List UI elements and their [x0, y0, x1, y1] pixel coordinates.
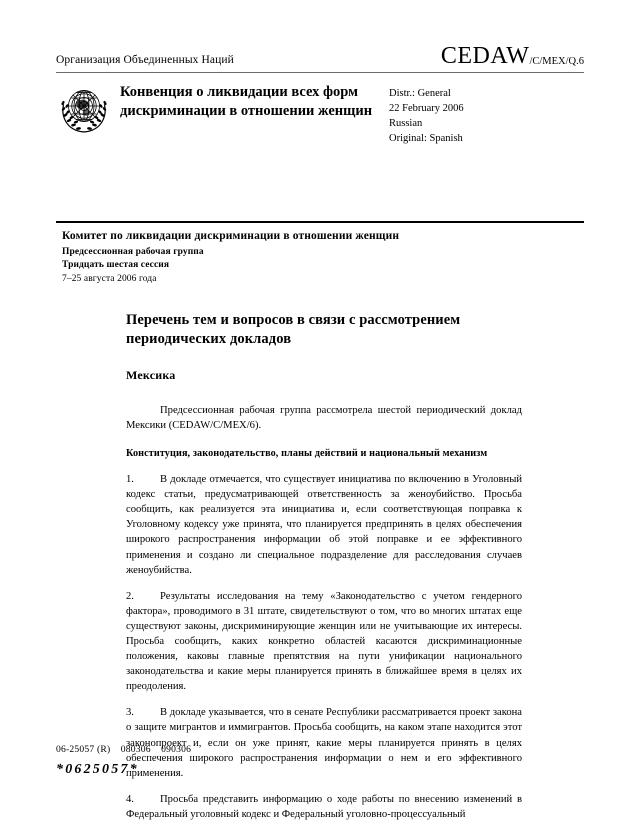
paragraph-number: 4. — [126, 793, 134, 805]
original-language: Original: Spanish — [389, 132, 463, 144]
paragraph-number: 2. — [126, 590, 134, 602]
document-date: 22 February 2006 — [389, 102, 464, 114]
intro-paragraph: Предсессионная рабочая группа рассмотрела шестой периодический доклад Мексики (CEDAW/C/MEX/6). — [126, 404, 522, 431]
paragraph-text: В докладе указывается, что в сенате Республики рассматривается проект закона о защите мигрантов и иммигрантов. Просьба сообщить, на каком этапе находится этот законопроект и, если он уже принят, какие меры планируется принять в целях обеспечения широкого распространения информации о нем и его эффективного применения. — [126, 707, 522, 779]
organization-name: Организация Объединенных Наций — [56, 54, 234, 67]
document-symbol — [441, 44, 584, 68]
working-group-name: Предсессионная рабочая группа — [62, 247, 204, 258]
emblem-container — [56, 82, 118, 147]
committee-block — [62, 229, 482, 285]
page-footer — [56, 744, 584, 778]
committee-name: Комитет по ликвидации дискриминации в отношении женщин — [62, 230, 400, 242]
page-title: Перечень тем и вопросов в связи с рассмотрением периодических докладов — [126, 312, 461, 347]
paragraph-text: В докладе отмечается, что существует инициатива по включению в Уголовный кодекс статьи, предусматривающей ответственность за женоубийство. Просьба сообщить, как реализуется эта инициатива и, если соответствующая поправка к Уголовному кодексу уже принята, что планируется предпринять в целях обеспечения широкого распространения информации об этой поправке и ее эффективного применения и создано ли специальное подразделение для расследования случаев женоубийства. — [126, 474, 522, 576]
convention-title: Конвенция о ликвидации всех форм дискриминации в отношении женщин — [120, 84, 373, 119]
masthead-divider — [56, 72, 584, 73]
section-divider — [56, 221, 584, 223]
un-emblem-icon — [56, 84, 112, 136]
numbered-paragraph — [126, 472, 522, 578]
distribution-line: Distr.: General — [389, 88, 451, 99]
session-dates: 7–25 августа 2006 года — [62, 273, 157, 284]
country-heading: Мексика — [126, 367, 176, 382]
masthead-top-row — [56, 44, 584, 68]
section-heading: Конституция, законодательство, планы действий и национальный механизм — [126, 447, 488, 459]
document-language: Russian — [389, 117, 423, 129]
numbered-paragraph — [126, 589, 522, 695]
job-number: 06-25057 (R) 080306 090306 — [56, 744, 192, 755]
masthead-body-row — [56, 82, 584, 147]
session-number: Тридцать шестая сессия — [62, 259, 170, 270]
barcode-text: *0625057* — [56, 762, 139, 777]
paragraph-text: Результаты исследования на тему «Законодательство с учетом гендерного фактора», проводимого в 31 штате, свидетельствуют о том, что во многих штатах еще существуют законы, дискриминирующие женщин или не учитывающие их интересы. Просьба сообщить, каких конкретно областей касаются дискриминационные положения, каковы главные препятствия на пути унификации национального законодательства и какие меры планируется принять в ближайшее время в целях их преодоления. — [126, 590, 522, 693]
document-symbol-main: CEDAW — [440, 43, 530, 69]
document-symbol-suffix: /C/MEX/Q.6 — [529, 56, 584, 67]
paragraph-text: Просьба представить информацию о ходе работы по внесению изменений в Федеральный уголовный кодекс и Федеральный уголовно-процессуальный — [126, 793, 522, 820]
paragraph-number: 3. — [126, 707, 134, 719]
numbered-paragraph — [126, 792, 522, 822]
distribution-block — [385, 82, 564, 147]
paragraph-number: 1. — [126, 474, 134, 486]
masthead — [56, 44, 584, 147]
